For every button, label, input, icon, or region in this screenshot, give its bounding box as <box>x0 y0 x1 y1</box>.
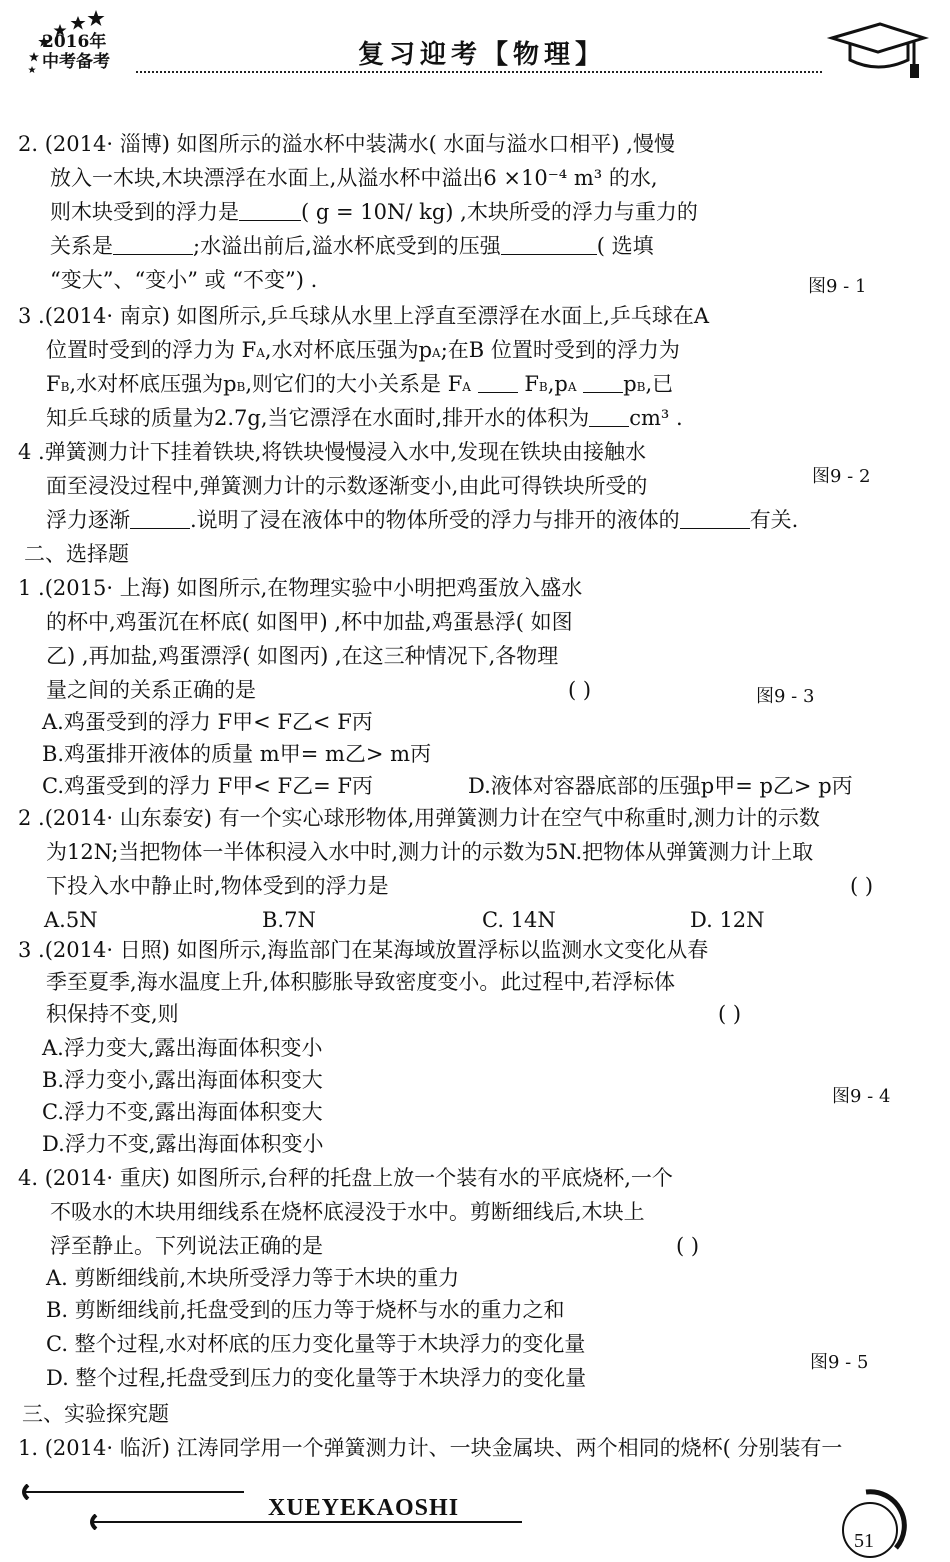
header-year: 2016年 <box>42 32 107 52</box>
c4-line1: 4. (2014· 重庆) 如图所示,台秤的托盘上放一个装有水的平底烧杯,一个 <box>18 1166 673 1190</box>
c4-line2: 不吸水的木块用细线系在烧杯底浸没于水中。剪断细线后,木块上 <box>50 1200 645 1224</box>
c4-option-d[interactable]: D. 整个过程,托盘受到压力的变化量等于木块浮力的变化量 <box>46 1366 587 1390</box>
q4-line3-c: 有关. <box>749 508 799 532</box>
q3-line2 <box>46 336 680 367</box>
q3-line4 <box>46 404 683 432</box>
q3-sub-pb: B <box>636 380 646 394</box>
q2-blank-buoyancy[interactable] <box>239 202 301 221</box>
q3-line3-b: ,水对杯底压强为p <box>69 372 237 396</box>
q3-line3-f: p <box>623 372 637 396</box>
c1-option-a[interactable]: A.鸡蛋受到的浮力 F甲< F乙< F丙 <box>42 710 373 734</box>
c4-option-c[interactable]: C. 整个过程,水对杯底的压力变化量等于木块浮力的变化量 <box>46 1332 586 1356</box>
c4-answer-paren[interactable]: ( ) <box>676 1234 700 1258</box>
q3-blank-force[interactable] <box>478 374 518 393</box>
page-number: 51 <box>854 1530 874 1552</box>
q3-blank-volume[interactable] <box>589 408 629 427</box>
c1-option-b[interactable]: B.鸡蛋排开液体的质量 m甲= m乙> m丙 <box>42 742 432 766</box>
figure-label-9-4: 图9 - 4 <box>832 1086 891 1107</box>
q2-blank-relation[interactable] <box>113 236 193 255</box>
c1-line3: 乙) ,再加盐,鸡蛋漂浮( 如图丙) ,在这三种情况下,各物理 <box>46 644 559 668</box>
c4-line3: 浮至静止。下列说法正确的是 <box>50 1234 323 1258</box>
c2-option-a[interactable]: A.5N <box>44 908 98 932</box>
c3-option-d[interactable]: D.浮力不变,露出海面体积变小 <box>42 1132 324 1156</box>
q3-line3 <box>46 370 673 401</box>
q2-line3-a: 则木块受到的浮力是 <box>50 200 239 224</box>
header-subtitle: 中考备考 <box>42 52 110 72</box>
q3-sub-fb: B <box>538 380 548 394</box>
figure-label-9-2: 图9 - 2 <box>812 466 871 487</box>
q4-line2: 面至浸没过程中,弹簧测力计的示数逐渐变小,由此可得铁块所受的 <box>46 474 648 498</box>
c1-answer-paren[interactable]: ( ) <box>568 678 592 702</box>
q3-blank-pressure[interactable] <box>583 374 623 393</box>
page-title: 复习迎考【物理】 <box>358 40 607 70</box>
q4-line3 <box>46 506 798 534</box>
figure-label-9-3: 图9 - 3 <box>756 686 815 707</box>
c2-line1: 2 .(2014· 山东泰安) 有一个实心球形物体,用弹簧测力计在空气中称重时,测力计的示数 <box>18 806 820 830</box>
q2-line3-b: ( g = 10N/ kg) ,木块所受的浮力与重力的 <box>301 200 698 224</box>
q3-sub-a2: A <box>432 346 441 360</box>
q3-line2-a: 位置时受到的浮力为 F <box>46 338 257 362</box>
header-divider <box>136 71 822 73</box>
q2-line5: “变大”、“变小” 或 “不变”) . <box>50 268 318 292</box>
c3-line2: 季至夏季,海水温度上升,体积膨胀导致密度变小。此过程中,若浮标体 <box>46 970 676 994</box>
q4-blank-change[interactable] <box>130 510 190 529</box>
figure-label-9-1: 图9 - 1 <box>808 276 867 297</box>
c1-line2: 的杯中,鸡蛋沉在杯底( 如图甲) ,杯中加盐,鸡蛋悬浮( 如图 <box>46 610 573 634</box>
q2-line2: 放入一木块,木块漂浮在水面上,从溢水杯中溢出6 ×10⁻⁴ m³ 的水, <box>50 166 658 190</box>
figure-label-9-5: 图9 - 5 <box>810 1352 869 1373</box>
footer-arrow-left-icon <box>16 1484 246 1500</box>
q4-line3-a: 浮力逐渐 <box>46 508 130 532</box>
c3-option-a[interactable]: A.浮力变大,露出海面体积变小 <box>42 1036 323 1060</box>
q3-line4-a: 知乒乓球的质量为2.7g,当它漂浮在水面时,排开水的体积为 <box>46 406 590 430</box>
q2-line4-b: ;水溢出前后,溢水杯底受到的压强 <box>193 234 501 258</box>
footer-brand: XUEYEKAOSHI <box>268 1495 460 1521</box>
c3-option-c[interactable]: C.浮力不变,露出海面体积变大 <box>42 1100 323 1124</box>
q4-line1: 4 .弹簧测力计下挂着铁块,将铁块慢慢浸入水中,发现在铁块由接触水 <box>18 440 647 464</box>
c1-option-c[interactable]: C.鸡蛋受到的浮力 F甲< F乙= F丙 <box>42 774 373 798</box>
q3-sub-b1: B <box>60 380 70 394</box>
q3-line1: 3 .(2014· 南京) 如图所示,乒乓球从水里上浮直至漂浮在水面上,乒乓球在A <box>18 304 710 328</box>
q2-line4-a: 关系是 <box>50 234 113 258</box>
q3-line3-g: ,已 <box>645 372 674 396</box>
q2-line4 <box>50 232 654 260</box>
q3-line3-e: ,p <box>547 372 568 396</box>
section-experiment-heading: 三、实验探究题 <box>22 1402 169 1426</box>
e1-line1: 1. (2014· 临沂) 江涛同学用一个弹簧测力计、一块金属块、两个相同的烧杯( 分别装有一 <box>18 1436 843 1460</box>
graduation-cap-icon <box>826 20 930 82</box>
c1-line1: 1 .(2015· 上海) 如图所示,在物理实验中小明把鸡蛋放入盛水 <box>18 576 583 600</box>
q2-line3 <box>50 198 698 226</box>
c2-line3: 下投入水中静止时,物体受到的浮力是 <box>46 874 389 898</box>
q3-sub-a1: A <box>256 346 265 360</box>
c4-option-b[interactable]: B. 剪断细线前,托盘受到的压力等于烧杯与水的重力之和 <box>46 1298 565 1322</box>
c1-line4: 量之间的关系正确的是 <box>46 678 256 702</box>
q3-line3-a: F <box>46 372 61 396</box>
c2-line2: 为12N;当把物体一半体积浸入水中时,测力计的示数为5N.把物体从弹簧测力计上取 <box>46 840 814 864</box>
q4-blank-factor[interactable] <box>680 510 750 529</box>
q3-line4-b: cm³ . <box>629 406 683 430</box>
c2-option-d[interactable]: D. 12N <box>690 908 765 932</box>
q3-line3-c: ,则它们的大小关系是 F <box>245 372 463 396</box>
c2-option-b[interactable]: B.7N <box>262 908 316 932</box>
q2-line4-c: ( 选填 <box>596 234 654 258</box>
c1-option-d[interactable]: D.液体对容器底部的压强p甲= p乙> p丙 <box>468 774 853 798</box>
q3-line3-d: F <box>524 372 539 396</box>
c4-option-a[interactable]: A. 剪断细线前,木块所受浮力等于木块的重力 <box>46 1266 460 1290</box>
section-choice-heading: 二、选择题 <box>24 542 129 566</box>
q3-sub-fa: A <box>462 380 471 394</box>
q2-blank-pressure[interactable] <box>501 236 597 255</box>
q3-line2-b: ,水对杯底压强为p <box>264 338 433 362</box>
q3-line2-c: ;在B 位置时受到的浮力为 <box>440 338 680 362</box>
q4-line3-b: .说明了浸在液体中的物体所受的浮力与排开的液体的 <box>190 508 680 532</box>
q3-sub-pa: A <box>567 380 577 394</box>
c3-line1: 3 .(2014· 日照) 如图所示,海监部门在某海域放置浮标以监测水文变化从春 <box>18 938 709 962</box>
c3-line3: 积保持不变,则 <box>46 1002 179 1026</box>
c2-answer-paren[interactable]: ( ) <box>850 874 874 898</box>
c3-answer-paren[interactable]: ( ) <box>718 1002 742 1026</box>
c2-option-c[interactable]: C. 14N <box>482 908 556 932</box>
q2-line1: 2. (2014· 淄博) 如图所示的溢水杯中装满水( 水面与溢水口相平) ,慢慢 <box>18 132 675 156</box>
c3-option-b[interactable]: B.浮力变小,露出海面体积变大 <box>42 1068 323 1092</box>
q3-sub-b2: B <box>236 380 246 394</box>
